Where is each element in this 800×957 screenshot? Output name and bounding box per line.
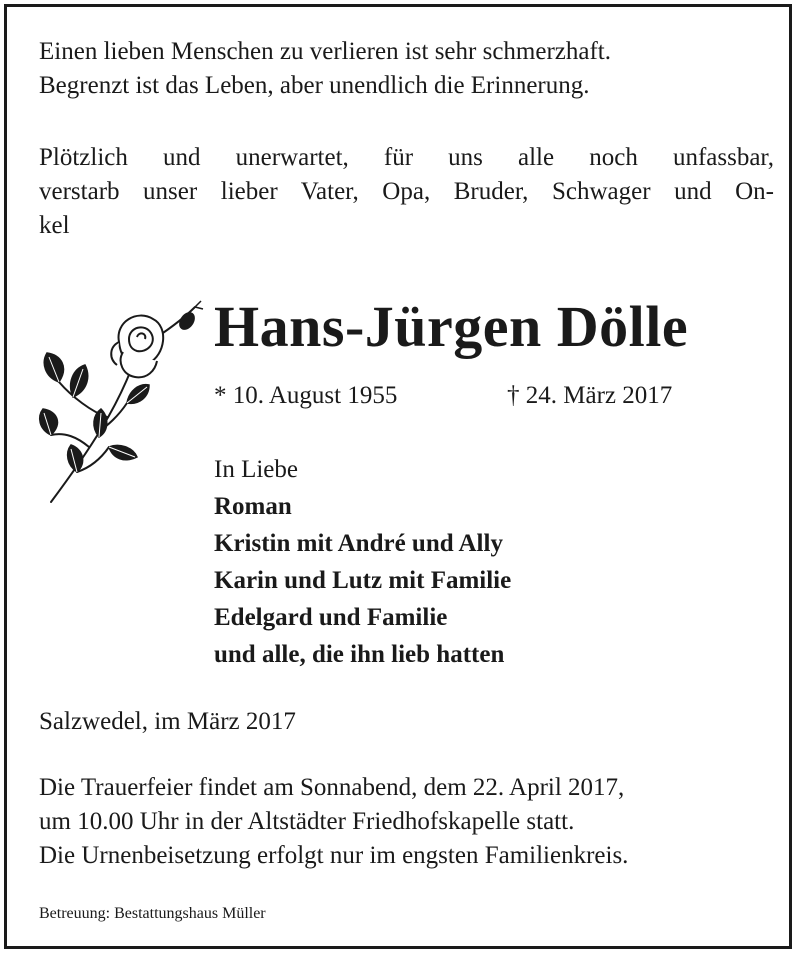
rose-icon — [37, 297, 207, 512]
obituary-notice — [4, 4, 792, 949]
funeral-line-1: Die Trauerfeier findet am Sonnabend, dem 22. April 2017, — [39, 774, 625, 801]
funeral-line-2: um 10.00 Uhr in der Altstädter Friedhofskapelle statt. — [39, 808, 575, 835]
mourner-name: Kristin mit André und Ally — [214, 530, 503, 557]
intro-line-2: Begrenzt ist das Leben, aber unendlich die Erinnerung. — [39, 72, 590, 99]
place-date: Salzwedel, im März 2017 — [39, 708, 296, 735]
mourner-name: und alle, die ihn lieb hatten — [214, 641, 505, 668]
mourner-name: Edelgard und Familie — [214, 604, 448, 631]
mourners-list — [214, 451, 774, 673]
funeral-line-3: Die Urnenbeisetzung erfolgt nur im engsten Familienkreis. — [39, 842, 629, 869]
funeral-home-credit: Betreuung: Bestattungshaus Müller — [39, 905, 266, 922]
mourner-name: Karin und Lutz mit Familie — [214, 567, 512, 594]
intro-quote — [39, 35, 774, 103]
birth-date: * 10. August 1955 — [214, 382, 398, 409]
announcement-line-3: kel — [39, 212, 70, 239]
announcement-line-2: verstarb unser lieber Vater, Opa, Bruder, Schwager und On- — [39, 178, 774, 205]
mourners-intro: In Liebe — [214, 456, 298, 483]
deceased-name: Hans-Jürgen Dölle — [214, 294, 689, 359]
mourner-name: Roman — [214, 493, 292, 520]
intro-line-1: Einen lieben Menschen zu verlieren ist sehr schmerzhaft. — [39, 38, 611, 65]
death-date: † 24. März 2017 — [507, 382, 673, 409]
announcement-line-1: Plötzlich und unerwartet, für uns alle noch unfassbar, — [39, 144, 774, 171]
funeral-info — [39, 771, 774, 873]
